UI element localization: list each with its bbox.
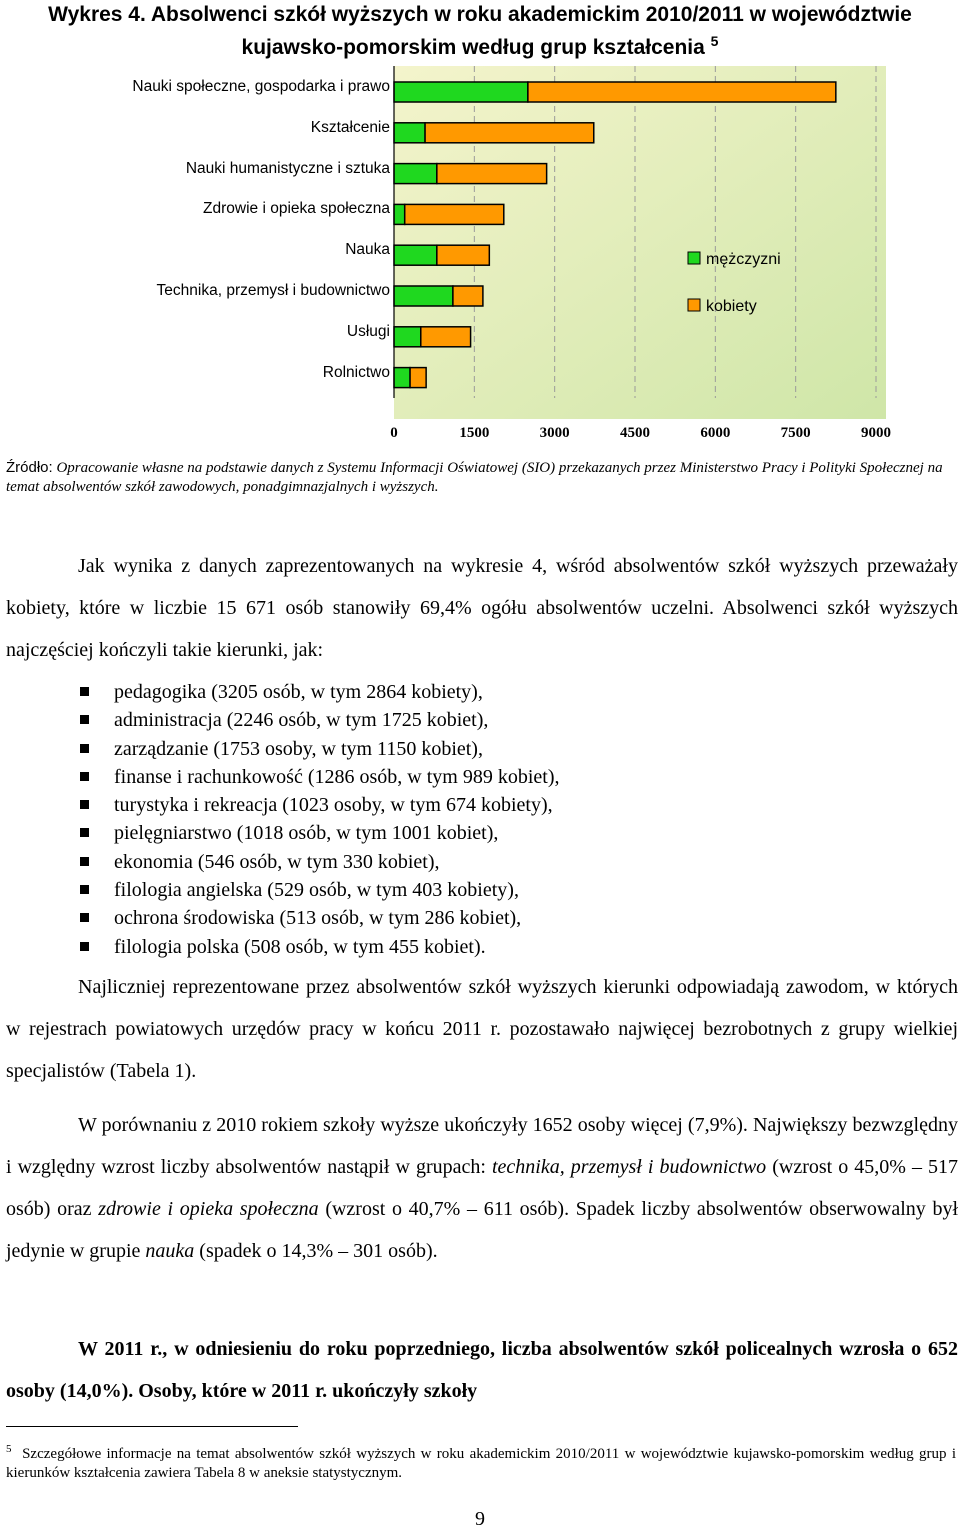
bar-men bbox=[394, 245, 437, 265]
category-label: Kształcenie bbox=[310, 118, 390, 136]
category-label: Nauki społeczne, gospodarka i prawo bbox=[132, 78, 390, 95]
category-label: Nauka bbox=[345, 241, 390, 259]
category-label: Zdrowie i opieka społeczna bbox=[203, 200, 390, 218]
bar-women bbox=[425, 123, 594, 143]
bullet-item bbox=[80, 876, 559, 904]
bullet-text: turystyka i rekreacja (1023 osoby, w tym 674 kobiety), bbox=[114, 794, 553, 817]
x-tick-label: 9000 bbox=[861, 425, 891, 441]
paragraph-3-italic-2: zdrowie i opieka społeczna bbox=[98, 1198, 319, 1220]
bullet-square-icon bbox=[80, 885, 89, 894]
bullet-item bbox=[80, 848, 559, 876]
bullet-item bbox=[80, 819, 559, 847]
legend-swatch-men bbox=[688, 252, 700, 264]
category-label: Rolnictwo bbox=[322, 363, 390, 381]
bullet-text: administracja (2246 osób, w tym 1725 kobiet), bbox=[114, 709, 489, 732]
paragraph-3-part-1: W porównaniu z 2010 rokiem szkoły wyższe ukończyły 1652 osoby więcej (7,9%). Największy bezwzględny i względny wzrost liczby absolwentów nastąpił w grupach: bbox=[6, 1114, 958, 1178]
paragraph-2: Najliczniej reprezentowane przez absolwentów szkół wyższych kierunki odpowiadają zawodom, w których w rejestrach powiatowych urzędów pracy w końcu 2011 r. pozostawało najwięcej bezrobotnych z grupy wielkiej specjalistów (Tabela 1). bbox=[6, 976, 958, 1082]
bullet-square-icon bbox=[80, 744, 89, 753]
bullet-item bbox=[80, 904, 559, 932]
bullet-item bbox=[80, 763, 559, 791]
bullet-text: finanse i rachunkowość (1286 osób, w tym 989 kobiet), bbox=[114, 765, 560, 788]
paragraph-3-italic-1: technika, przemysł i budownictwo bbox=[491, 1156, 767, 1178]
paragraph-3-part-3: (wzrost o 40,7% – 611 osób). Spadek liczby absolwentów obserwowalny był jedynie w grupie bbox=[6, 1198, 959, 1262]
x-tick-label: 3000 bbox=[539, 425, 570, 441]
footnote-ref: 5 bbox=[710, 33, 719, 49]
plot-area bbox=[394, 66, 886, 419]
bar-men bbox=[394, 123, 425, 143]
page-number: 9 bbox=[475, 1508, 485, 1530]
bar-chart bbox=[0, 0, 960, 450]
x-tick-label: 1500 bbox=[459, 425, 490, 441]
bar-men bbox=[394, 368, 410, 388]
x-tick-label: 6000 bbox=[700, 425, 731, 441]
paragraph-3-part-4: (spadek o 14,3% – 301 osób). bbox=[194, 1240, 438, 1262]
bar-women bbox=[421, 327, 471, 347]
bullet-square-icon bbox=[80, 828, 89, 837]
paragraph-1: Jak wynika z danych zaprezentowanych na wykresie 4, wśród absolwentów szkół wyższych przeważały kobiety, które w liczbie 15 671 osób stanowiły 69,4% ogółu absolwentów uczelni. Absolwenci szkół wyższych najczęściej kończyli takie kierunki, jak: bbox=[6, 555, 958, 661]
chart-title-text-2: kujawsko-pomorskim według grup kształcenia bbox=[241, 36, 705, 59]
bar-women bbox=[405, 204, 504, 224]
bullet-item bbox=[80, 791, 559, 819]
bullet-text: pielęgniarstwo (1018 osób, w tym 1001 kobiet), bbox=[114, 822, 499, 845]
bullet-square-icon bbox=[80, 913, 89, 922]
bullet-item bbox=[80, 678, 559, 706]
footnote-text: Szczegółowe informacje na temat absolwentów szkół wyższych w roku akademickim 2010/2011 w województwie kujawsko-pomorskim według grup i kierunków kształcenia zawiera Tabela 8 w aneksie statystycznym. bbox=[6, 1446, 956, 1481]
bullet-text: ekonomia (546 osób, w tym 330 kobiet), bbox=[114, 850, 440, 873]
bullet-square-icon bbox=[80, 772, 89, 781]
bullet-item bbox=[80, 933, 559, 961]
legend-label-men: mężczyzni bbox=[706, 251, 781, 268]
source-text: Opracowanie własne na podstawie danych z Systemu Informacji Oświatowej (SIO) przekazanych przez Ministerstwo Pracy i Polityki Społecznej na temat absolwentów szkół zawodowych, ponadgimnazjalnych i wyższych. bbox=[6, 460, 943, 495]
paragraph-4: W 2011 r., w odniesieniu do roku poprzedniego, liczba absolwentów szkół policealnych wzrosła o 652 osoby (14,0%). Osoby, które w 2011 r. ukończyły szkoły bbox=[6, 1338, 958, 1402]
x-tick-label: 0 bbox=[390, 425, 398, 441]
bullet-text: ochrona środowiska (513 osób, w tym 286 kobiet), bbox=[114, 907, 522, 930]
bar-women bbox=[437, 245, 489, 265]
legend-swatch-women bbox=[688, 299, 700, 311]
category-label: Technika, przemysł i budownictwo bbox=[156, 282, 390, 299]
paragraph-3 bbox=[6, 1104, 958, 1272]
bullet-text: filologia polska (508 osób, w tym 455 kobiet). bbox=[114, 935, 486, 958]
bar-men bbox=[394, 327, 421, 347]
bar-women bbox=[453, 286, 483, 306]
bullet-square-icon bbox=[80, 942, 89, 951]
bullet-item bbox=[80, 735, 559, 763]
bar-men bbox=[394, 164, 437, 184]
footnote-divider bbox=[6, 1426, 298, 1427]
paragraph-3-part-2: (wzrost o 45,0% – 517 osób) oraz bbox=[6, 1156, 959, 1220]
x-tick-label: 7500 bbox=[780, 425, 811, 441]
bar-women bbox=[410, 368, 426, 388]
bullet-text: pedagogika (3205 osób, w tym 2864 kobiety), bbox=[114, 681, 483, 703]
bar-men bbox=[394, 286, 453, 306]
chart-title-line-1: Wykres 4. Absolwenci szkół wyższych w roku akademickim 2010/2011 w województwie bbox=[48, 3, 912, 26]
bar-men bbox=[394, 82, 528, 102]
legend-label-women: kobiety bbox=[706, 298, 757, 315]
bullet-text: filologia angielska (529 osób, w tym 403 kobiety), bbox=[114, 879, 519, 902]
bullet-square-icon bbox=[80, 800, 89, 809]
source-note bbox=[6, 458, 956, 497]
bullet-square-icon bbox=[80, 857, 89, 866]
bar-women bbox=[528, 82, 836, 102]
category-label: Nauki humanistyczne i sztuka bbox=[185, 159, 390, 177]
source-lead: Źródło: bbox=[6, 459, 53, 476]
footnote-mark: 5 bbox=[6, 1443, 12, 1455]
bullet-item bbox=[80, 706, 559, 734]
bullet-square-icon bbox=[80, 687, 89, 696]
bar-men bbox=[394, 204, 405, 224]
bar-women bbox=[437, 164, 547, 184]
bullet-square-icon bbox=[80, 715, 89, 724]
paragraph-3-italic-3: nauka bbox=[145, 1240, 195, 1262]
footnote bbox=[6, 1440, 956, 1483]
bullet-text: zarządzanie (1753 osoby, w tym 1150 kobiet), bbox=[114, 737, 483, 760]
category-label: Usługi bbox=[346, 322, 390, 340]
x-tick-label: 4500 bbox=[620, 425, 650, 441]
bullet-list bbox=[80, 678, 559, 961]
